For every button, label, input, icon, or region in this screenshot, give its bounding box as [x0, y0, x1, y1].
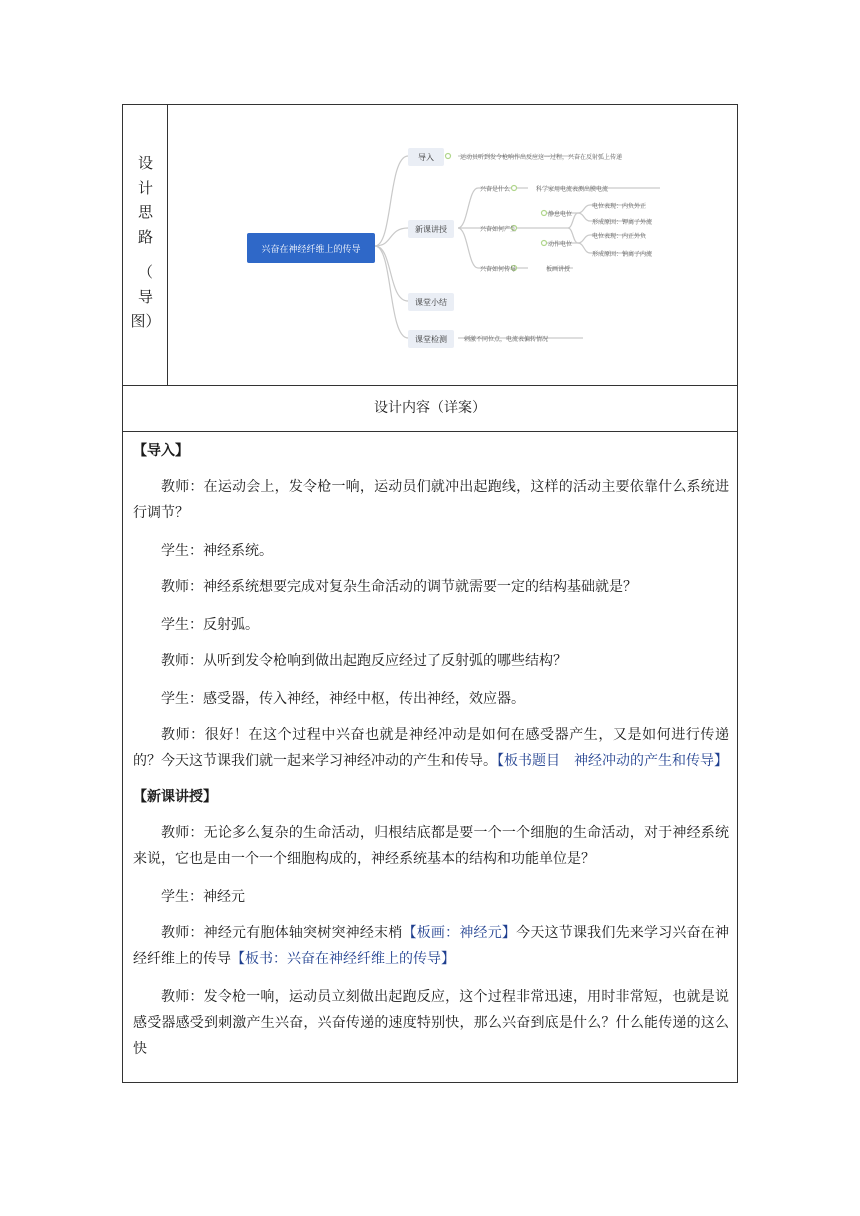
- mindmap-leaf: 电位表现：内正外负: [592, 233, 647, 240]
- paragraph: 教师：在运动会上，发令枪一响，运动员们就冲出起跑线，这样的活动主要依靠什么系统进行调节？: [133, 479, 729, 521]
- mindmap-sub: 动作电位: [548, 241, 573, 248]
- mind-map: [168, 105, 739, 385]
- mindmap-leaf: 板画讲授: [546, 266, 571, 273]
- board-note: 【板画：神经元】: [402, 925, 517, 941]
- paragraph: [133, 722, 729, 774]
- mindmap-node-test-label: 课堂检测: [415, 335, 447, 344]
- lesson-plan-table: [122, 104, 738, 1083]
- board-note: 【板书题目 神经冲动的产生和传导】: [497, 753, 728, 769]
- paragraph: 学生：神经元: [161, 889, 245, 905]
- mindmap-leaf: 电位表现：内负外正: [592, 203, 647, 210]
- label-char: 思: [137, 203, 153, 221]
- label-char: 路: [137, 228, 153, 246]
- paragraph-text: 今天这节课我们先来学习兴奋在神经纤维上的传导: [133, 925, 730, 967]
- mindmap-leaf: 运动员听到发令枪响作出反应这一过程，兴奋在反射弧上传递: [460, 154, 623, 161]
- design-idea-row: [123, 105, 737, 386]
- mindmap-node-intro-label: 导入: [418, 153, 434, 162]
- lesson-content: [123, 432, 737, 1082]
- mindmap-leaf: 形成原因：钠离子内流: [592, 251, 653, 258]
- intro-heading: 【导入】: [133, 443, 189, 459]
- mindmap-node-new-lesson-label: 新课讲授: [415, 225, 447, 234]
- mindmap-leaf: 科学家用电流表测出膜电流: [536, 186, 609, 193]
- mindmap-sub: 静息电位: [548, 211, 573, 218]
- mindmap-root-label: 兴奋在神经纤维上的传导: [261, 245, 361, 255]
- paragraph: 教师：从听到发令枪响到做出起跑反应经过了反射弧的哪些结构？: [161, 653, 567, 669]
- paragraph: 教师：发令枪一响，运动员立刻做出起跑反应，这个过程非常迅速，用时非常短，也就是说感受器感受到刺激产生兴奋，兴奋传递的速度特别快，那么兴奋到底是什么？什么能传递的这么快: [133, 989, 729, 1057]
- label-char: （: [137, 263, 153, 281]
- paragraph: [133, 920, 729, 972]
- mindmap-sub: 兴奋是什么: [480, 186, 511, 193]
- mindmap-leaf: 刺激不同位点，电流表偏转情况: [464, 336, 549, 343]
- board-note: 【板书：兴奋在神经纤维上的传导】: [231, 951, 455, 967]
- new-lesson-heading: 【新课讲授】: [133, 789, 217, 805]
- paragraph-text: 教师：神经元有胞体轴突树突神经末梢: [161, 925, 403, 941]
- section-title: 设计内容（详案）: [123, 386, 737, 432]
- mindmap-sub: 兴奋如何传导: [480, 266, 517, 273]
- mindmap-leaf: 形成原因：钾离子外流: [592, 219, 653, 226]
- label-char: 导: [137, 288, 153, 306]
- paragraph: 教师：无论多么复杂的生命活动，归根结底都是要一个一个细胞的生命活动，对于神经系统来说，它也是由一个一个细胞构成的，神经系统基本的结构和功能单位是？: [133, 825, 729, 867]
- label-char: 图）: [130, 312, 161, 330]
- mindmap-node-summary-label: 课堂小结: [415, 298, 447, 307]
- paragraph: 学生：感受器，传入神经，神经中枢，传出神经，效应器。: [161, 691, 525, 707]
- mindmap-sub: 兴奋如何产生: [480, 226, 517, 233]
- label-char: 计: [137, 179, 153, 197]
- paragraph: 学生：反射弧。: [161, 617, 259, 633]
- design-idea-label: [123, 105, 168, 385]
- label-char: 设: [137, 154, 153, 172]
- paragraph-text: 教师：很好！在这个过程中兴奋也就是神经冲动是如何在感受器产生，又是如何进行传递的？今天这节课我们就一起来学习神经冲动的产生和传导。: [133, 727, 729, 769]
- paragraph: 教师：神经系统想要完成对复杂生命活动的调节就需要一定的结构基础就是？: [161, 579, 637, 595]
- paragraph: 学生：神经系统。: [161, 543, 273, 559]
